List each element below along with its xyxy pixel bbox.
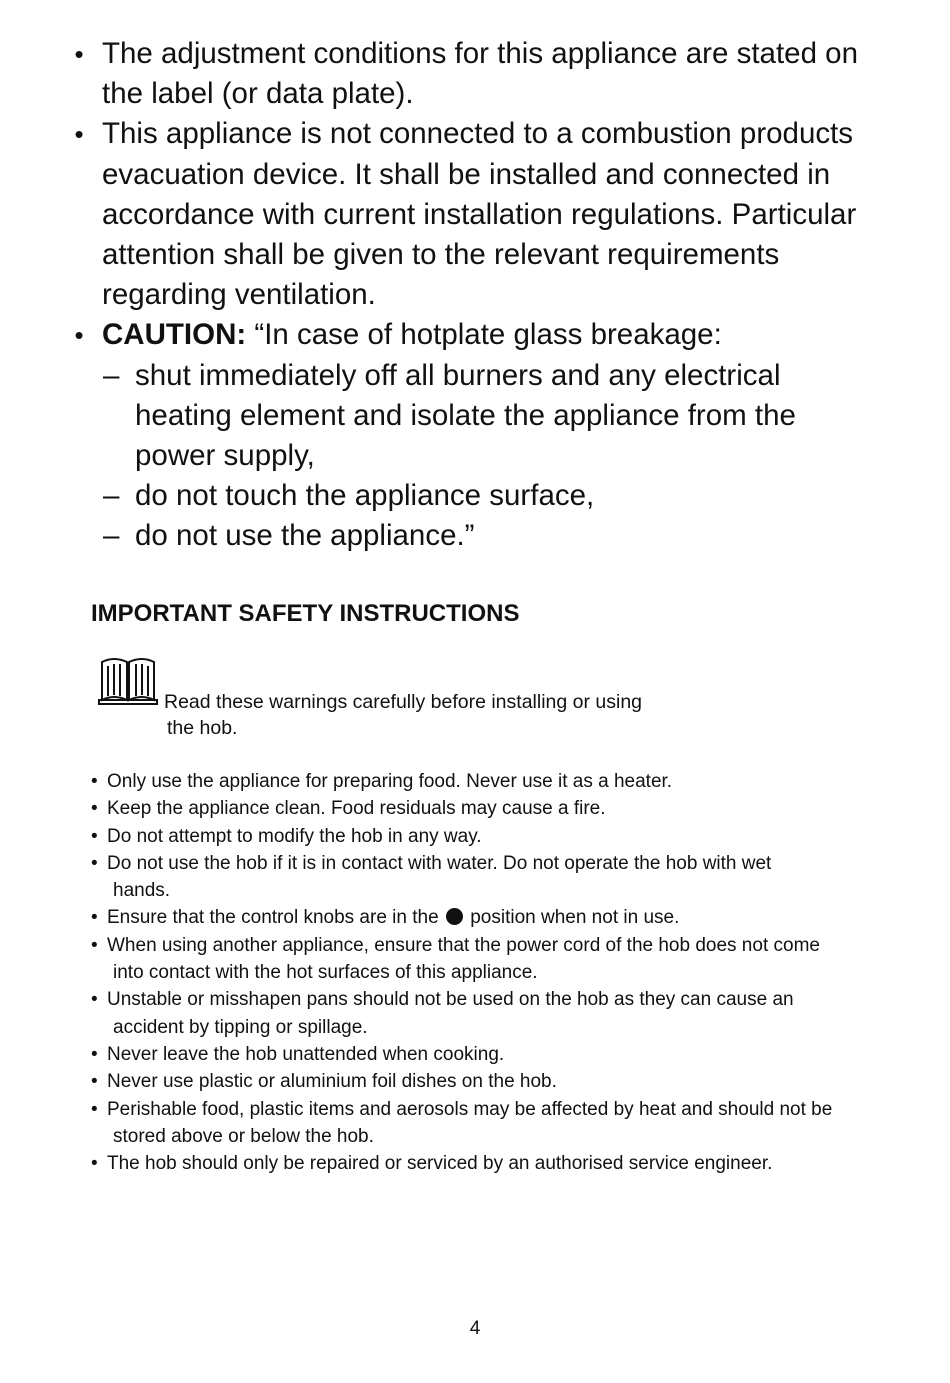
- caution-line: [102, 315, 890, 355]
- warning-line: The adjustment conditions for this appliance are stated on: [102, 37, 858, 70]
- caution-sub-line: shut immediately off all burners and any electrical: [135, 358, 781, 392]
- item-line: accident by tipping or spillage.: [113, 1016, 368, 1038]
- filled-circle-icon: [446, 908, 463, 925]
- caution-sub-line: do not use the appliance.”: [135, 519, 475, 553]
- warning-line: accordance with current installation regulations. Particular: [102, 197, 857, 231]
- item-line: Do not attempt to modify the hob in any way.: [107, 825, 482, 847]
- safety-instructions-list: [91, 768, 891, 1177]
- bullet: •: [91, 1043, 98, 1065]
- bullet: •: [91, 934, 98, 956]
- warning-line: attention shall be given to the relevant requirements: [102, 238, 780, 272]
- open-book-icon: [98, 656, 158, 706]
- bullet: •: [74, 320, 84, 351]
- list-item: [91, 1041, 891, 1068]
- list-item: [91, 1150, 891, 1177]
- caution-sub-line: do not touch the appliance surface,: [135, 479, 595, 513]
- warning-line: This appliance is not connected to a combustion products: [102, 117, 854, 151]
- intro-warning: [164, 689, 642, 741]
- item-line: Do not use the hob if it is in contact with water. Do not operate the hob with wet: [107, 852, 772, 874]
- caution-sub-item: [0, 516, 950, 556]
- item-line: Ensure that the control knobs are in the: [107, 907, 444, 929]
- bullet: •: [91, 852, 98, 874]
- item-line: The hob should only be repaired or serviced by an authorised service engineer.: [107, 1153, 773, 1175]
- item-line: Never use plastic or aluminium foil dishes on the hob.: [107, 1071, 557, 1093]
- bullet: •: [74, 39, 84, 69]
- item-line: hands.: [113, 880, 171, 902]
- item-line: When using another appliance, ensure that the power cord of the hob does not come: [107, 934, 820, 956]
- list-item: [91, 823, 891, 850]
- list-item: [91, 795, 891, 822]
- bullet: •: [91, 798, 98, 820]
- caution-sub-line: power supply,: [135, 439, 315, 473]
- item-line: Only use the appliance for preparing food. Never use it as a heater.: [107, 771, 673, 792]
- bullet: •: [91, 989, 98, 1011]
- section-title: IMPORTANT SAFETY INSTRUCTIONS: [91, 600, 520, 627]
- item-line: stored above or below the hob.: [113, 1125, 374, 1147]
- dash: –: [103, 358, 120, 392]
- item-line: Perishable food, plastic items and aerosols may be affected by heat and should not be: [107, 1098, 833, 1120]
- bullet: •: [74, 119, 84, 150]
- item-line: position when not in use.: [464, 907, 680, 929]
- dash: –: [103, 479, 120, 513]
- warning-line: the label (or data plate).: [102, 77, 414, 111]
- list-item: [91, 850, 891, 905]
- bullet: •: [91, 1098, 98, 1120]
- caution-sub-item: [0, 356, 950, 477]
- warning-line: evacuation device. It shall be installed and connected in: [102, 157, 831, 191]
- bullet: •: [91, 825, 98, 847]
- warning-item-evacuation: [0, 114, 950, 315]
- list-item: [91, 932, 891, 987]
- bullet: •: [91, 1153, 98, 1175]
- item-line: Unstable or misshapen pans should not be used on the hob as they can cause an: [107, 989, 794, 1011]
- caution-sub-line: heating element and isolate the appliance from the: [135, 398, 796, 432]
- list-item: [91, 904, 891, 931]
- bullet: •: [91, 1071, 98, 1093]
- item-line: into contact with the hot surfaces of this appliance.: [113, 962, 538, 984]
- warning-line: regarding ventilation.: [102, 278, 376, 312]
- list-item: [91, 986, 891, 1041]
- bullet: •: [91, 771, 98, 792]
- list-item: [91, 1096, 891, 1151]
- item-line: Never leave the hob unattended when cooking.: [107, 1043, 505, 1065]
- list-item: [91, 1068, 891, 1095]
- item-line: Keep the appliance clean. Food residuals may cause a fire.: [107, 798, 606, 820]
- list-item: [91, 768, 891, 795]
- caution-sub-item: [0, 476, 950, 516]
- intro-line: Read these warnings carefully before installing or using: [164, 691, 643, 713]
- top-warnings-list: [0, 34, 950, 557]
- warning-item-adjustment: [0, 34, 950, 114]
- caution-text: “In case of hotplate glass breakage:: [246, 318, 722, 352]
- caution-label: CAUTION:: [102, 318, 247, 352]
- intro-line: the hob.: [167, 717, 238, 739]
- page-number: 4: [469, 1318, 481, 1339]
- caution-item: [0, 315, 950, 355]
- bullet: •: [91, 907, 98, 929]
- dash: –: [103, 519, 120, 553]
